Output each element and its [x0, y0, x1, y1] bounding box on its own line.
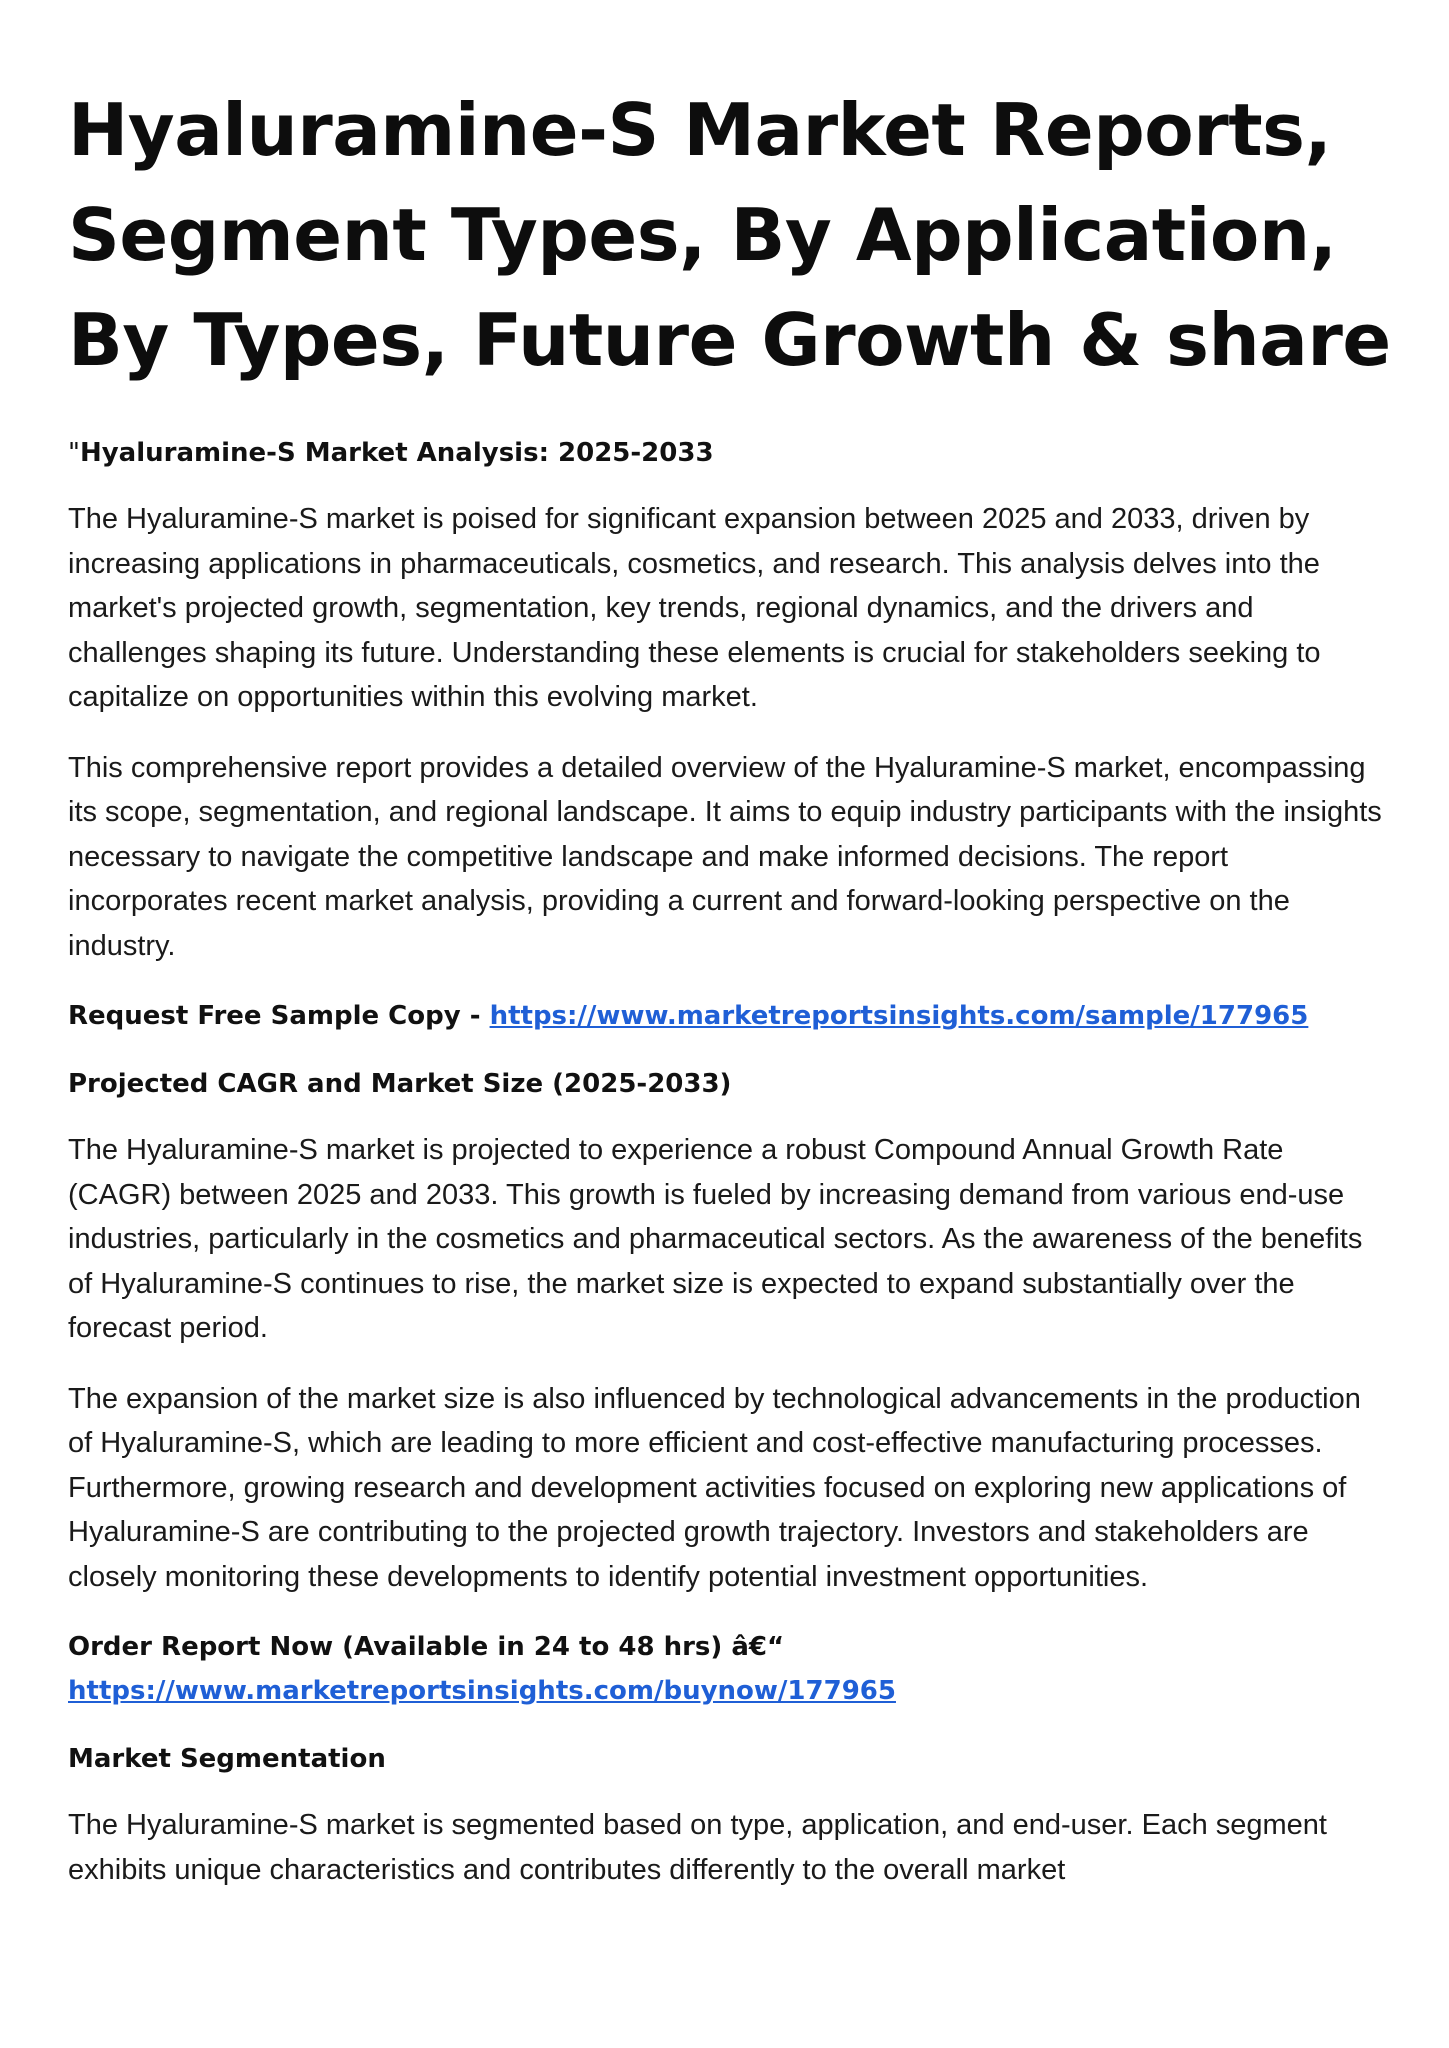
- intro-paragraph-2: This comprehensive report provides a detailed overview of the Hyaluramine-S market, encompassing its scope, segmentation, and regional landscape. It aims to equip industry participants with the insights necessary to navigate the competitive landscape and make informed decisions. The report incorporates recent market analysis, providing a current and forward-looking perspective on the industry.: [68, 751, 1382, 962]
- order-report-block: [68, 1625, 1393, 1713]
- cagr-section-heading: Projected CAGR and Market Size (2025-2033): [68, 1069, 732, 1099]
- analysis-heading-text: Hyaluramine-S Market Analysis: 2025-2033: [79, 438, 714, 468]
- sample-request-link[interactable]: https://www.marketreportsinsights.com/sample/177965: [489, 1001, 1309, 1031]
- segmentation-section-heading: Market Segmentation: [68, 1744, 386, 1774]
- cagr-paragraph-1: The Hyaluramine-S market is projected to experience a robust Compound Annual Growth Rate (CAGR) between 2025 and 2033. This growth is fueled by increasing demand from various end-use industries, particularly in the cosmetics and pharmaceutical sectors. As the awareness of the benefits of Hyaluramine-S continues to rise, the market size is expected to expand substantially over the forecast period.: [68, 1134, 1363, 1344]
- sample-request-label: Request Free Sample Copy -: [68, 1001, 490, 1031]
- cagr-paragraph-2: The expansion of the market size is also influenced by technological advancements in the production of Hyaluramine-S, which are leading to more efficient and cost-effective manufacturing processes. Furthermore, growing research and development activities focused on exploring new applications of Hyaluramine-S are contributing to the projected growth trajectory. Investors and stakeholders are closely monitoring these developments to identify potential investment opportunities.: [68, 1382, 1361, 1593]
- intro-paragraph-1: The Hyaluramine-S market is poised for significant expansion between 2025 and 2033, driven by increasing applications in pharmaceuticals, cosmetics, and research. This analysis delves into the market's projected growth, segmentation, key trends, regional dynamics, and the drivers and challenges shaping its future. Understanding these elements is crucial for stakeholders seeking to capitalize on opportunities within this evolving market.: [68, 503, 1321, 713]
- order-report-label: Order Report Now (Available in 24 to 48 hrs) â€“: [68, 1632, 785, 1662]
- order-report-link[interactable]: https://www.marketreportsinsights.com/buynow/177965: [68, 1676, 896, 1706]
- page-title: Hyaluramine-S Market Reports, Segment Types, By Application, By Types, Future Growth & share: [68, 88, 1391, 382]
- analysis-heading: [68, 435, 1393, 471]
- segmentation-paragraph: The Hyaluramine-S market is segmented based on type, application, and end-user. Each segment exhibits unique characteristics and contributes differently to the overall market: [68, 1809, 1327, 1886]
- sample-request-line: [68, 994, 1393, 1038]
- analysis-heading-quote: ": [68, 438, 80, 468]
